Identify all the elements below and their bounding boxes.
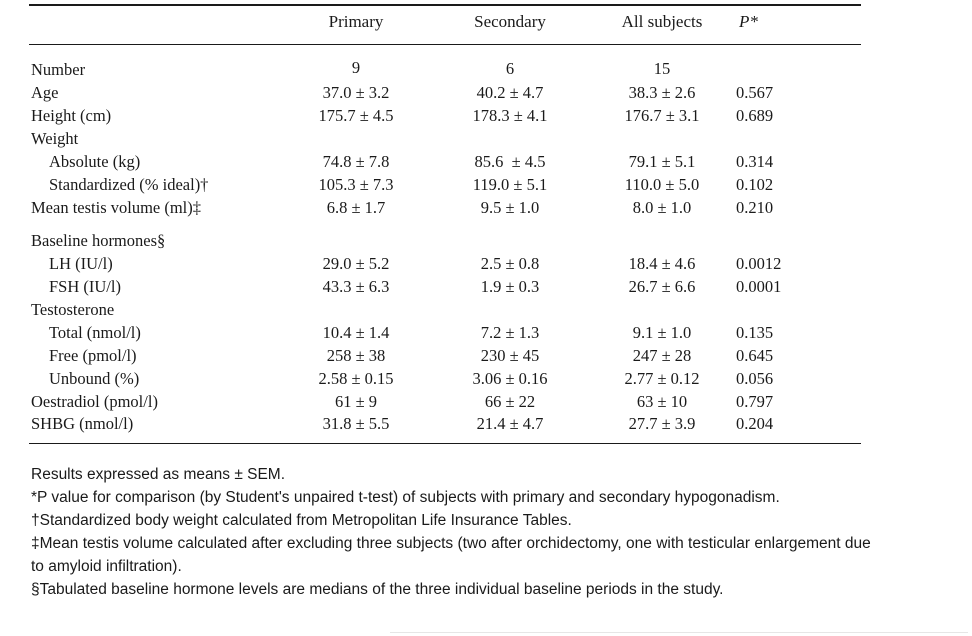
footnote: §Tabulated baseline hormone levels are medians of the three individual baseline periods in the study. — [31, 581, 724, 598]
cell-all: 79.1 ± 5.1 — [628, 152, 696, 171]
cell-all: 38.3 ± 2.6 — [628, 83, 696, 102]
column-header-p-value: P* — [739, 12, 758, 31]
cell-p: 0.0012 — [736, 254, 782, 273]
cell-p: 0.210 — [736, 198, 774, 217]
cell-secondary: 40.2 ± 4.7 — [476, 83, 544, 102]
row-label: Number — [31, 60, 86, 79]
row-label: Standardized (% ideal)† — [49, 175, 209, 194]
cell-all: 15 — [653, 59, 671, 78]
cell-secondary: 66 ± 22 — [484, 392, 536, 411]
cell-all: 63 ± 10 — [636, 392, 688, 411]
row-label: Age — [31, 83, 59, 102]
footnotes — [31, 463, 871, 601]
footnote: †Standardized body weight calculated from Metropolitan Life Insurance Tables. — [31, 512, 572, 529]
table-bottom-rule — [29, 443, 861, 444]
table-top-rule — [29, 4, 861, 6]
row-label: Weight — [31, 129, 79, 148]
cell-secondary: 3.06 ± 0.16 — [472, 369, 548, 388]
cell-secondary: 2.5 ± 0.8 — [480, 254, 540, 273]
row-label: Height (cm) — [31, 106, 112, 125]
cell-primary: 258 ± 38 — [326, 346, 386, 365]
cell-primary: 175.7 ± 4.5 — [318, 106, 394, 125]
cell-all: 18.4 ± 4.6 — [628, 254, 696, 273]
cell-all: 9.1 ± 1.0 — [632, 323, 692, 342]
row-label: Total (nmol/l) — [49, 323, 141, 342]
cell-primary: 2.58 ± 0.15 — [318, 369, 394, 388]
cell-primary: 37.0 ± 3.2 — [322, 83, 390, 102]
cell-secondary: 1.9 ± 0.3 — [480, 277, 540, 296]
row-label: SHBG (nmol/l) — [31, 414, 134, 433]
row-label: Testosterone — [31, 300, 115, 319]
row-label: Baseline hormones§ — [31, 231, 166, 250]
row-label: Unbound (%) — [49, 369, 140, 388]
cell-p: 0.0001 — [736, 277, 782, 296]
row-label: FSH (IU/l) — [49, 277, 121, 296]
row-label: Free (pmol/l) — [49, 346, 137, 365]
column-header-all-subjects: All subjects — [621, 12, 703, 31]
cell-primary: 61 ± 9 — [334, 392, 378, 411]
footnote: ‡Mean testis volume calculated after excluding three subjects (two after orchidectomy, one with testicular enlargement due to amyloid infiltration). — [31, 535, 871, 575]
cell-primary: 105.3 ± 7.3 — [318, 175, 394, 194]
cell-p: 0.567 — [736, 83, 774, 102]
page-edge-divider — [390, 632, 968, 633]
cell-secondary: 9.5 ± 1.0 — [480, 198, 540, 217]
cell-all: 110.0 ± 5.0 — [624, 175, 700, 194]
cell-p: 0.689 — [736, 106, 774, 125]
cell-p: 0.645 — [736, 346, 774, 365]
cell-p: 0.102 — [736, 175, 774, 194]
cell-secondary: 85.6 ± 4.5 — [474, 152, 546, 171]
footnote: Results expressed as means ± SEM. — [31, 466, 286, 483]
row-label: Absolute (kg) — [49, 152, 141, 171]
cell-primary: 74.8 ± 7.8 — [322, 152, 390, 171]
cell-primary: 10.4 ± 1.4 — [322, 323, 390, 342]
cell-all: 27.7 ± 3.9 — [628, 414, 696, 433]
column-header-primary: Primary — [328, 12, 384, 31]
cell-p: 0.797 — [736, 392, 774, 411]
cell-primary: 31.8 ± 5.5 — [322, 414, 390, 433]
cell-p: 0.056 — [736, 369, 774, 388]
row-label: LH (IU/l) — [49, 254, 113, 273]
cell-p: 0.135 — [736, 323, 774, 342]
cell-secondary: 21.4 ± 4.7 — [476, 414, 544, 433]
row-label: Oestradiol (pmol/l) — [31, 392, 158, 411]
cell-primary: 9 — [351, 58, 361, 77]
cell-primary: 29.0 ± 5.2 — [322, 254, 390, 273]
cell-secondary: 7.2 ± 1.3 — [480, 323, 540, 342]
cell-all: 176.7 ± 3.1 — [624, 106, 700, 125]
cell-secondary: 6 — [505, 59, 515, 78]
cell-primary: 6.8 ± 1.7 — [326, 198, 386, 217]
cell-all: 8.0 ± 1.0 — [632, 198, 692, 217]
cell-primary: 43.3 ± 6.3 — [322, 277, 390, 296]
footnote: *P value for comparison (by Student's unpaired t-test) of subjects with primary and secondary hypogonadism. — [31, 489, 780, 506]
cell-all: 26.7 ± 6.6 — [628, 277, 696, 296]
table-header-rule — [29, 44, 861, 45]
cell-secondary: 119.0 ± 5.1 — [472, 175, 548, 194]
cell-all: 2.77 ± 0.12 — [624, 369, 700, 388]
cell-secondary: 230 ± 45 — [480, 346, 540, 365]
row-label: Mean testis volume (ml)‡ — [31, 198, 202, 217]
cell-p: 0.314 — [736, 152, 774, 171]
column-header-secondary: Secondary — [474, 12, 546, 31]
cell-p: 0.204 — [736, 414, 774, 433]
cell-secondary: 178.3 ± 4.1 — [472, 106, 548, 125]
cell-all: 247 ± 28 — [632, 346, 692, 365]
